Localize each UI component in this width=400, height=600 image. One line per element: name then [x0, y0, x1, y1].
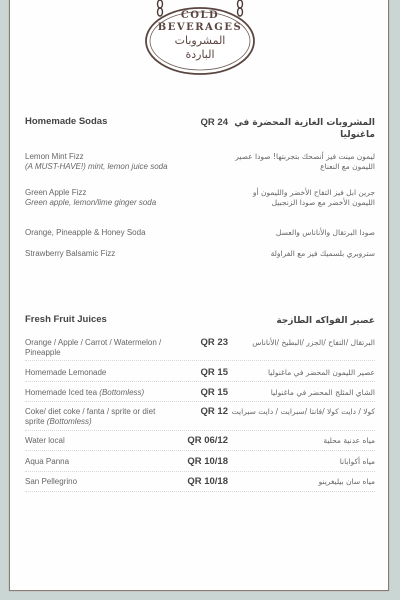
item-price: QR 10/18: [187, 476, 228, 487]
item-price: QR 10/18: [187, 456, 228, 467]
row-divider: [25, 450, 375, 451]
item-desc: (Bottomless): [46, 417, 92, 426]
item-name: Lemon Mint Fizz: [25, 152, 84, 161]
item-name: Coke/ diet coke / fanta / sprite or diet sprite: [25, 407, 156, 426]
item-price: QR 15: [200, 387, 228, 398]
item-name-ar: كولا / دايت كولا /فانتا /سبرايت / دايت سبرايت: [231, 407, 375, 416]
item-name: Green Apple Fizz: [25, 188, 87, 197]
section-title-ar: المشروبات الغازية المحضرة في ماغنوليا: [234, 118, 375, 140]
sign-title: [150, 10, 250, 62]
item-name-ar: ستروبري بلسميك فيز مع الفراولة: [270, 249, 375, 258]
sign-title-ar-line2: الباردة: [185, 48, 215, 61]
item-name-ar: الشاي المثلج المحضر في ماغنوليا: [270, 388, 375, 397]
item-name: Aqua Panna: [25, 457, 70, 466]
section-title-en: Fresh Fruit Juices: [25, 314, 107, 325]
section-price: QR 24: [200, 117, 228, 128]
row-divider: [25, 471, 375, 472]
item-name: Homemade Iced tea: [25, 388, 98, 397]
item-desc: (Bottomless): [99, 388, 145, 397]
item-name: Water local: [25, 436, 65, 445]
item-desc: Green apple, lemon/lime ginger soda: [25, 198, 157, 207]
item-desc: (A MUST-HAVE!) mint, lemon juice soda: [25, 162, 168, 171]
item-name: Orange, Pineapple & Honey Soda: [25, 228, 146, 237]
row-divider: [25, 360, 375, 361]
item-name: Strawberry Balsamic Fizz: [25, 249, 116, 258]
item-name-ar: جرين ابل فيز التفاح الأخضر والليمون أو الليمون الأخضر مع صودا الزنجبيل: [252, 188, 375, 207]
item-name-ar: صودا البرتقال والأناناس والعسل: [275, 228, 375, 237]
item-name: Orange / Apple / Carrot / Watermelon / Pineapple: [25, 338, 162, 357]
row-divider: [25, 381, 375, 382]
sign-title-ar-line1: المشروبات: [174, 34, 226, 47]
section-title-en: Homemade Sodas: [25, 116, 108, 127]
section-title-ar: عصير الفواكه الطازجة: [276, 316, 375, 326]
row-divider: [25, 401, 375, 402]
item-name-ar: عصير الليمون المحضر في ماغنوليا: [268, 368, 375, 377]
item-name-ar: مياه سان بيليغرينو: [318, 477, 375, 486]
item-price: QR 15: [200, 367, 228, 378]
sign-title-en-line2: BEVERAGES: [157, 22, 243, 33]
item-price: QR 23: [200, 337, 228, 348]
row-divider: [25, 430, 375, 431]
item-price: QR 06/12: [187, 435, 228, 446]
sign-title-en-line1: COLD: [180, 10, 220, 21]
menu-page: [9, 0, 389, 591]
item-name: Homemade Lemonade: [25, 368, 107, 377]
row-divider: [25, 491, 375, 492]
item-name: San Pellegrino: [25, 477, 78, 486]
item-name-ar: مياه أكوابانا: [339, 457, 375, 466]
item-name-ar: مياه عدنية محلية: [323, 436, 375, 445]
item-name-ar: البرتقال /التفاح /الجزر /البطيخ /الأناناس: [252, 338, 375, 347]
item-name-ar: ليمون مينت فيز أنصحك بتجربتها! صودا عصير الليمون مع النعناع: [235, 152, 375, 171]
item-price: QR 12: [200, 406, 228, 417]
